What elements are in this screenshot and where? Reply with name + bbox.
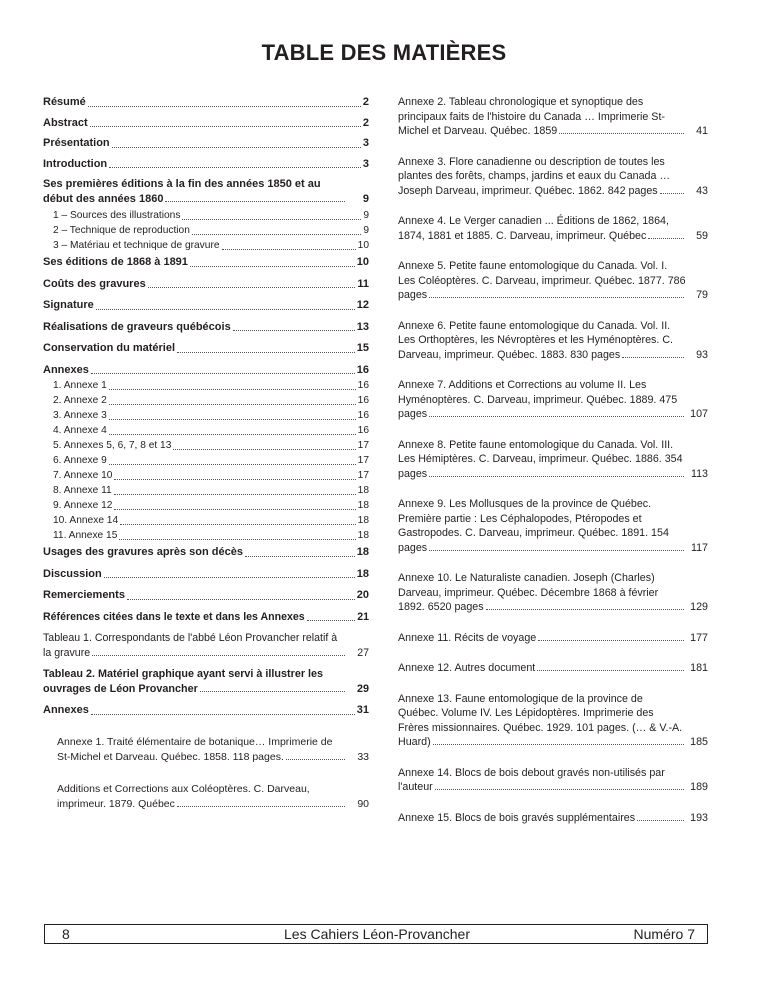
toc-subentry[interactable]: 10. Annexe 14 18 (53, 515, 369, 526)
toc-annex-entry[interactable]: Annexe 9. Les Mollusques de la province de Québec. Première partie : Les Céphalopodes, Ptéropodes et Gastropodes. C. Darveau, imprimeur. Québec. 1891. 154 pages 117 (398, 498, 708, 554)
toc-annex-entry[interactable]: Annexe 6. Petite faune entomologique du Canada. Vol. II. Les Orthoptères, les Névroptères et les Hyménoptères. C. Darveau, imprimeur. Québec. 1883. 830 pages 93 (398, 319, 708, 361)
toc-annex-entry[interactable]: Annexe 11. Récits de voyage 177 (398, 631, 708, 644)
page-footer (44, 924, 708, 944)
toc-subentry[interactable]: 7. Annexe 10 17 (53, 470, 369, 481)
toc-entry[interactable]: Annexes 16 (43, 363, 369, 376)
toc-annex-entry[interactable]: Annexe 8. Petite faune entomologique du Canada. Vol. III. Les Hémiptères. C. Darveau, imprimeur. Québec. 1886. 354 pages 113 (398, 438, 708, 480)
toc-subentry[interactable]: 5. Annexes 5, 6, 7, 8 et 13 17 (53, 440, 369, 451)
toc-entry[interactable]: Conservation du matériel 15 (43, 342, 369, 354)
toc-entry[interactable]: Coûts des gravures 11 (43, 277, 369, 290)
toc-annex-entry[interactable]: Annexe 13. Faune entomologique de la province de Québec. Volume IV. Les Lépidoptères. Imprimerie des Frères missionnaires. Québec. 1929. 101 pages. (… & V.-A. Huard) 185 (398, 692, 708, 748)
toc-annex-entry[interactable]: Annexe 7. Additions et Corrections au volume II. Les Hyménoptères. C. Darveau, imprimeur. Québec. 1889. 475 pages 107 (398, 379, 708, 420)
toc-entry[interactable]: Résumé 2 (43, 96, 369, 108)
toc-subentry[interactable]: 11. Annexe 15 18 (53, 530, 369, 541)
toc-entry[interactable]: Présentation 3 (43, 137, 369, 149)
toc-entry[interactable]: Tableau 1. Correspondants de l'abbé Léon Provancher relatif à la gravure 27 (43, 632, 369, 659)
toc-subentry[interactable]: 2 – Technique de reproduction 9 (53, 225, 369, 236)
toc-entry[interactable]: Réalisations de graveurs québécois 13 (43, 320, 369, 333)
toc-subentry[interactable]: 1. Annexe 1 16 (53, 380, 369, 391)
toc-entry[interactable]: Tableau 2. Matériel graphique ayant servi à illustrer les ouvrages de Léon Provancher 29 (43, 668, 369, 695)
toc-right-column (398, 95, 708, 825)
toc-annex-entry[interactable]: Annexe 2. Tableau chronologique et synoptique des principaux faits de l'histoire du Canada … Imprimerie St-Michel et Darveau. Québec. 1859 41 (398, 96, 708, 137)
toc-annex-entry[interactable]: Annexe 4. Le Verger canadien ... Éditions de 1862, 1864, 1874, 1881 et 1885. C. Darveau, imprimeur. Québec 59 (398, 215, 708, 242)
toc-entry[interactable]: Abstract 2 (43, 116, 369, 129)
toc-annex-entry[interactable]: Annexe 1. Traité élémentaire de botanique… Imprimerie de St-Michel et Darveau. Québec. 1858. 118 pages. 33 (57, 735, 369, 763)
toc-subentry[interactable]: 9. Annexe 12 18 (53, 500, 369, 511)
toc-subentry[interactable]: 3 – Matériau et technique de gravure 10 (53, 240, 369, 251)
toc-subentry[interactable]: 2. Annexe 2 16 (53, 395, 369, 406)
toc-annex-entry[interactable]: Annexe 3. Flore canadienne ou description de toutes les plantes des forêts, champs, jardins et eaux du Canada … Joseph Darveau, imprimeur. Québec. 1862. 842 pages 43 (398, 155, 708, 197)
toc-left-column (43, 95, 369, 813)
toc-entry[interactable]: Références citées dans le texte et dans les Annexes 21 (43, 610, 369, 623)
toc-subentry[interactable]: 8. Annexe 11 18 (53, 485, 369, 496)
toc-entry[interactable]: Discussion 18 (43, 567, 369, 580)
footer-publication: Les Cahiers Léon-Provancher (284, 926, 470, 942)
toc-entry[interactable]: Ses premières éditions à la fin des années 1850 et au début des années 1860 9 (43, 178, 369, 205)
toc-annex-entry[interactable]: Annexe 10. Le Naturaliste canadien. Joseph (Charles) Darveau, imprimeur. Québec. Décembre 1868 à février 1892. 6520 pages 129 (398, 572, 708, 613)
toc-entry[interactable]: Usages des gravures après son décès 18 (43, 546, 369, 558)
footer-page-number: 8 (62, 926, 70, 942)
toc-annex-entry[interactable]: Annexe 12. Autres document 181 (398, 662, 708, 674)
toc-entry[interactable]: Introduction 3 (43, 157, 369, 170)
toc-subentry[interactable]: 3. Annexe 3 16 (53, 410, 369, 421)
toc-subentry[interactable]: 4. Annexe 4 16 (53, 425, 369, 436)
toc-annex-entry[interactable]: Additions et Corrections aux Coléoptères. C. Darveau, imprimeur. 1879. Québec 90 (57, 782, 369, 810)
toc-subentry[interactable]: 6. Annexe 9 17 (53, 455, 369, 466)
toc-entry[interactable]: Signature 12 (43, 299, 369, 311)
toc-annex-entry[interactable]: Annexe 5. Petite faune entomologique du Canada. Vol. I. Les Coléoptères. C. Darveau, imprimeur. Québec. 1877. 786 pages 79 (398, 260, 708, 301)
toc-entry[interactable]: Ses éditions de 1868 à 1891 10 (43, 256, 369, 268)
toc-entry[interactable]: Annexes 31 (43, 704, 369, 716)
page-title: TABLE DES MATIÈRES (261, 40, 507, 65)
toc-entry[interactable]: Remerciements 20 (43, 589, 369, 601)
toc-annex-entry[interactable]: Annexe 15. Blocs de bois gravés supplémentaires 193 (398, 811, 708, 824)
toc-annex-entry[interactable]: Annexe 14. Blocs de bois debout gravés non-utilisés par l'auteur 189 (398, 766, 708, 793)
footer-issue: Numéro 7 (633, 926, 695, 942)
toc-subentry[interactable]: 1 – Sources des illustrations 9 (53, 210, 369, 221)
